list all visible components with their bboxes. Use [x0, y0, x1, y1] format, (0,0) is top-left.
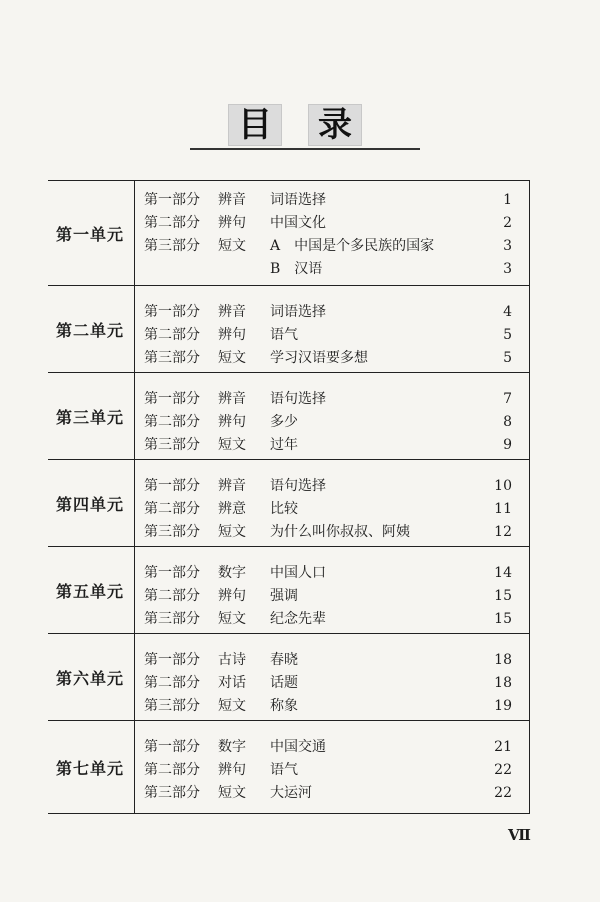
entry-part: 第一部分 — [144, 304, 200, 320]
entry-topic: 称象 — [270, 698, 298, 714]
entry-page: 8 — [503, 414, 512, 430]
entry-part: 第二部分 — [144, 762, 200, 778]
column-divider — [134, 460, 135, 546]
entry-page: 15 — [494, 611, 512, 627]
entry-topic: 词语选择 — [270, 304, 326, 320]
unit-label: 第四单元 — [55, 494, 124, 514]
entry-topic: A 中国是个多民族的国家 — [270, 238, 435, 254]
entry-part: 第二部分 — [144, 501, 200, 517]
entry-category: 辨句 — [218, 588, 246, 604]
toc-entry — [144, 736, 522, 759]
toc-entry — [144, 347, 522, 370]
unit-row — [48, 720, 530, 814]
toc-entry — [144, 695, 522, 718]
entry-category: 辨音 — [218, 391, 246, 407]
entry-page: 22 — [494, 785, 512, 801]
unit-label: 第二单元 — [55, 320, 124, 340]
toc-entry — [144, 585, 522, 608]
entry-topic: 春晓 — [270, 652, 298, 668]
entry-page: 5 — [503, 350, 512, 366]
entry-page: 21 — [494, 739, 512, 755]
toc-entry — [144, 258, 522, 281]
entry-part: 第三部分 — [144, 611, 200, 627]
entry-page: 3 — [503, 238, 512, 254]
entry-category: 对话 — [218, 675, 246, 691]
unit-row — [48, 372, 530, 459]
entry-part: 第一部分 — [144, 192, 200, 208]
entry-page: 10 — [494, 478, 512, 494]
toc-entry — [144, 189, 522, 212]
entry-topic: 学习汉语要多想 — [270, 350, 368, 366]
entry-page: 22 — [494, 762, 512, 778]
toc-entry — [144, 608, 522, 631]
entry-category: 辨音 — [218, 192, 246, 208]
entry-page: 18 — [494, 675, 512, 691]
entry-part: 第二部分 — [144, 215, 200, 231]
column-divider — [134, 634, 135, 720]
entry-part: 第三部分 — [144, 524, 200, 540]
right-border — [529, 373, 530, 459]
entry-page: 4 — [503, 304, 512, 320]
entry-topic: 中国交通 — [270, 739, 326, 755]
toc-entry — [144, 759, 522, 782]
entry-category: 短文 — [218, 524, 246, 540]
entry-category: 辨句 — [218, 762, 246, 778]
title-char-2: 录 — [308, 104, 362, 146]
entry-page: 19 — [494, 698, 512, 714]
unit-row — [48, 633, 530, 720]
entry-part: 第二部分 — [144, 414, 200, 430]
entry-category: 古诗 — [218, 652, 246, 668]
entry-page: 2 — [503, 215, 512, 231]
unit-label: 第六单元 — [55, 668, 124, 688]
entry-category: 短文 — [218, 698, 246, 714]
entry-page: 11 — [494, 501, 512, 517]
entry-page: 1 — [503, 192, 512, 208]
right-border — [529, 634, 530, 720]
entry-part: 第一部分 — [144, 391, 200, 407]
entry-page: 9 — [503, 437, 512, 453]
unit-label: 第三单元 — [55, 407, 124, 427]
entry-topic: 过年 — [270, 437, 298, 453]
toc-entry — [144, 521, 522, 544]
entry-topic: 大运河 — [270, 785, 312, 801]
entry-category: 辨句 — [218, 327, 246, 343]
entry-topic: 语气 — [270, 327, 298, 343]
right-border — [529, 286, 530, 372]
toc-table — [48, 180, 530, 814]
entry-part: 第三部分 — [144, 698, 200, 714]
toc-entry — [144, 324, 522, 347]
unit-row — [48, 546, 530, 633]
column-divider — [134, 547, 135, 633]
right-border — [529, 181, 530, 285]
entry-part: 第一部分 — [144, 652, 200, 668]
entry-topic: 多少 — [270, 414, 298, 430]
toc-entry — [144, 562, 522, 585]
toc-entry — [144, 649, 522, 672]
entry-page: 3 — [503, 261, 512, 277]
entry-category: 辨音 — [218, 478, 246, 494]
unit-label: 第七单元 — [55, 758, 124, 778]
column-divider — [134, 373, 135, 459]
entry-topic: 话题 — [270, 675, 298, 691]
entry-category: 辨句 — [218, 215, 246, 231]
page-number: Ⅶ — [508, 826, 531, 844]
entry-part: 第三部分 — [144, 785, 200, 801]
entry-topic: B 汉语 — [270, 261, 323, 277]
unit-label: 第一单元 — [55, 224, 124, 244]
entry-topic: 比较 — [270, 501, 298, 517]
entry-part: 第一部分 — [144, 565, 200, 581]
entry-category: 短文 — [218, 785, 246, 801]
entry-category: 辨意 — [218, 501, 246, 517]
column-divider — [134, 286, 135, 372]
unit-row — [48, 180, 530, 285]
toc-entry — [144, 475, 522, 498]
entry-page: 7 — [503, 391, 512, 407]
toc-entry — [144, 411, 522, 434]
entry-category: 辨音 — [218, 304, 246, 320]
entry-part: 第三部分 — [144, 238, 200, 254]
title-char-1: 目 — [228, 104, 282, 146]
entry-topic: 语气 — [270, 762, 298, 778]
entry-page: 12 — [494, 524, 512, 540]
right-border — [529, 547, 530, 633]
entry-part: 第二部分 — [144, 675, 200, 691]
entry-page: 14 — [494, 565, 512, 581]
right-border — [529, 460, 530, 546]
toc-entry — [144, 301, 522, 324]
entry-part: 第二部分 — [144, 588, 200, 604]
entry-category: 数字 — [218, 565, 246, 581]
unit-label: 第五单元 — [55, 581, 124, 601]
column-divider — [134, 181, 135, 285]
toc-title — [0, 96, 600, 160]
toc-entry — [144, 235, 522, 258]
entry-topic: 语句选择 — [270, 478, 326, 494]
toc-entry — [144, 672, 522, 695]
entry-part: 第一部分 — [144, 478, 200, 494]
entry-category: 短文 — [218, 350, 246, 366]
entry-topic: 纪念先辈 — [270, 611, 326, 627]
title-underline — [190, 148, 420, 150]
toc-entry — [144, 388, 522, 411]
entry-topic: 强调 — [270, 588, 298, 604]
entry-category: 辨句 — [218, 414, 246, 430]
toc-entry — [144, 434, 522, 457]
entry-category: 数字 — [218, 739, 246, 755]
unit-row — [48, 459, 530, 546]
entry-part: 第三部分 — [144, 437, 200, 453]
entry-topic: 中国文化 — [270, 215, 326, 231]
column-divider — [134, 721, 135, 813]
entry-topic: 中国人口 — [270, 565, 326, 581]
entry-topic: 语句选择 — [270, 391, 326, 407]
entry-topic: 为什么叫你叔叔、阿姨 — [270, 524, 410, 540]
entry-page: 18 — [494, 652, 512, 668]
toc-entry — [144, 212, 522, 235]
toc-entry — [144, 782, 522, 805]
entry-part: 第二部分 — [144, 327, 200, 343]
entry-topic: 词语选择 — [270, 192, 326, 208]
toc-entry — [144, 498, 522, 521]
entry-page: 15 — [494, 588, 512, 604]
unit-row — [48, 285, 530, 372]
entry-category: 短文 — [218, 437, 246, 453]
entry-category: 短文 — [218, 238, 246, 254]
entry-part: 第一部分 — [144, 739, 200, 755]
entry-category: 短文 — [218, 611, 246, 627]
entry-part: 第三部分 — [144, 350, 200, 366]
right-border — [529, 721, 530, 813]
entry-page: 5 — [503, 327, 512, 343]
